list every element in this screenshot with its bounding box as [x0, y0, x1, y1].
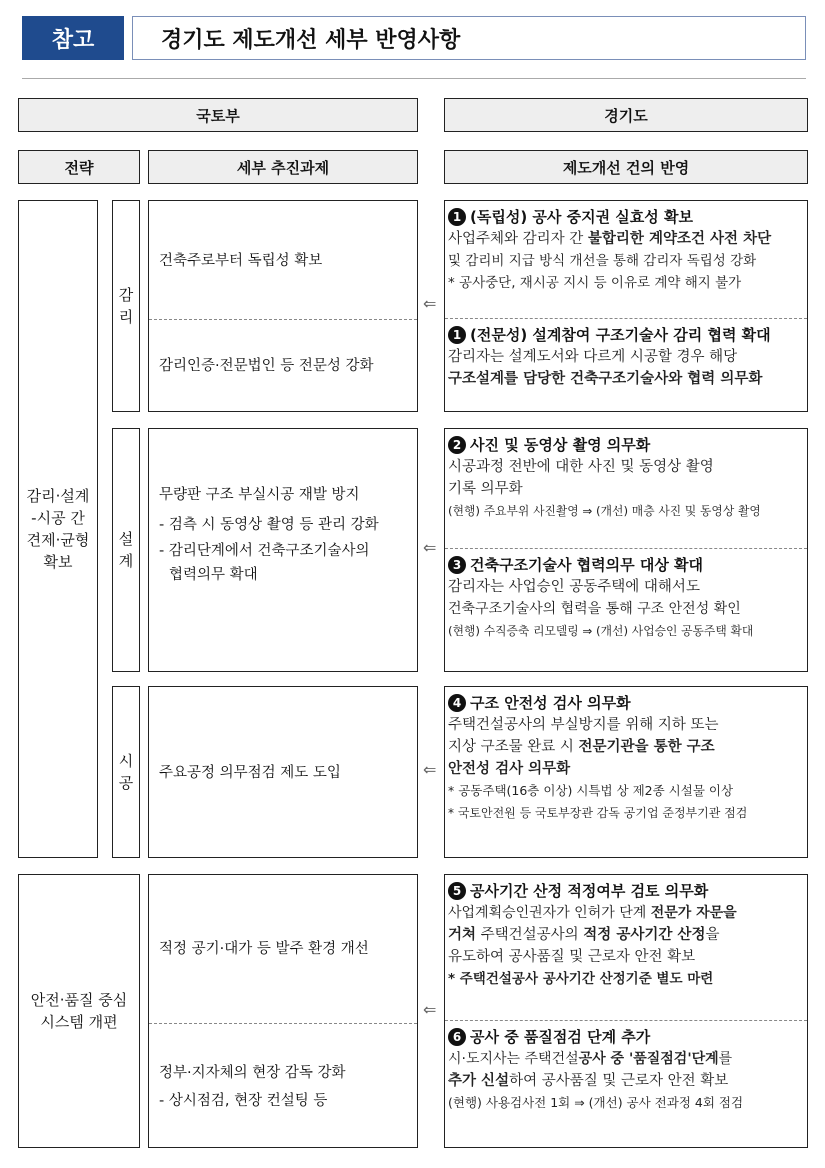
phase-char: 설 — [118, 530, 134, 548]
task-line: 협력의무 확대 — [169, 567, 258, 583]
phase-seolgye — [112, 428, 140, 672]
phase-gamri — [112, 200, 140, 412]
item-note: * 국토안전원 등 국토부장관 감독 공기업 준정부기관 점검 — [448, 806, 748, 820]
item-emphasis: 적정 공사기간 산정 — [583, 927, 706, 943]
arrow-left-icon: ⇐ — [423, 760, 437, 779]
strategy-1-line: 확보 — [43, 553, 73, 571]
task-line: - 상시점검, 현장 컨설팅 등 — [159, 1093, 328, 1109]
arrow-left-icon: ⇐ — [423, 294, 437, 313]
item-note: (현행) 주요부위 사진촬영 ⇒ (개선) 매층 사진 및 동영상 촬영 — [448, 504, 761, 518]
phase-char: 감 — [118, 286, 134, 304]
divider — [22, 78, 806, 79]
item-text: 유도하여 공사품질 및 근로자 안전 확보 — [448, 949, 696, 965]
tasks-sigong — [148, 686, 418, 858]
item-note: (현행) 사용검사전 1회 ⇒ (개선) 공사 전과정 4회 점검 — [448, 1095, 744, 1110]
gyeonggi-header-label: 경기도 — [604, 106, 648, 125]
item-title: (전문성) 설계참여 구조기술사 감리 협력 확대 — [470, 326, 771, 344]
dashed-divider — [445, 318, 807, 319]
item-text: 시공과정 전반에 대한 사진 및 동영상 촬영 — [448, 459, 714, 475]
item-note: * 공사중단, 재시공 지시 등 이유로 계약 해지 불가 — [448, 275, 742, 291]
item-structural-engineer — [444, 554, 808, 642]
item-note: (현행) 수직증축 리모델링 ⇒ (개선) 사업승인 공동주택 확대 — [448, 624, 754, 638]
ministry-header-label: 국토부 — [196, 106, 240, 125]
arrow-left-icon: ⇐ — [423, 1000, 437, 1019]
item-text: 감리자는 사업승인 공동주택에 대해서도 — [448, 579, 700, 595]
item-text: 사업계획승인권자가 인허가 단계 — [448, 905, 651, 921]
item-title: 공사 중 품질점검 단계 추가 — [470, 1028, 651, 1046]
tasks-header — [148, 150, 418, 184]
phase-char: 공 — [118, 774, 134, 792]
strategy-2-line: 안전·품질 중심 — [30, 991, 128, 1009]
item-emphasis: 구조설계를 담당한 건축구조기술사와 협력 의무화 — [448, 371, 763, 387]
page-title-text: 경기도 제도개선 세부 반영사항 — [161, 27, 461, 53]
dashed-divider — [445, 548, 807, 549]
item-text: 하여 공사품질 및 근로자 안전 확보 — [509, 1073, 729, 1089]
task-procurement: 적정 공기·대가 등 발주 환경 개선 — [159, 941, 369, 957]
item-title: 사진 및 동영상 촬영 의무화 — [470, 436, 651, 454]
phase-char: 리 — [118, 308, 134, 326]
number-badge-icon: 3 — [448, 556, 466, 574]
item-emphasis: 전문가 자문을 — [650, 905, 737, 921]
ministry-header — [18, 98, 418, 132]
number-badge-icon: 1 — [448, 208, 466, 226]
task-independence: 건축주로부터 독립성 확보 — [159, 253, 323, 269]
task-line: - 감리단계에서 건축구조기술사의 — [159, 543, 370, 559]
item-quality-check — [444, 1026, 808, 1114]
strategy-header — [18, 150, 140, 184]
item-note: * 주택건설공사 공사기간 산정기준 별도 마련 — [448, 971, 714, 987]
reflection-header-label: 제도개선 건의 반영 — [562, 158, 690, 177]
item-text: 건축구조기술사의 협력을 통해 구조 안전성 확인 — [448, 601, 741, 617]
strategy-2-line: 시스템 개편 — [40, 1013, 118, 1031]
item-independence — [444, 206, 808, 294]
gyeonggi-header — [444, 98, 808, 132]
item-note: * 공동주택(16층 이상) 시특법 상 제2종 시설물 이상 — [448, 783, 734, 798]
reference-badge: 참고 — [22, 16, 124, 60]
item-expertise — [444, 324, 808, 390]
item-title: 구조 안전성 검사 의무화 — [470, 694, 631, 712]
task-inspection: 주요공정 의무점검 제도 도입 — [159, 765, 341, 781]
item-text: 지상 구조물 완료 시 — [448, 739, 579, 755]
item-emphasis: 안전성 검사 의무화 — [448, 761, 571, 777]
tasks-safety — [148, 874, 418, 1148]
number-badge-icon: 2 — [448, 436, 466, 454]
item-emphasis: 공사 중 '품질점검'단계 — [578, 1051, 719, 1067]
dashed-divider — [149, 1023, 417, 1024]
strategy-1-line: 견제·균형 — [26, 531, 90, 549]
item-emphasis: 전문기관을 통한 구조 — [578, 739, 715, 755]
phase-char: 계 — [118, 552, 134, 570]
item-photo-video — [444, 434, 808, 522]
tasks-seolgye — [148, 428, 418, 672]
item-emphasis: 추가 신설 — [448, 1073, 510, 1089]
item-structural-safety — [444, 692, 808, 824]
item-text: 를 — [718, 1051, 733, 1067]
item-title: (독립성) 공사 중지권 실효성 확보 — [470, 208, 693, 226]
number-badge-icon: 1 — [448, 326, 466, 344]
item-text: 사업주체와 감리자 간 — [448, 231, 588, 247]
dashed-divider — [149, 319, 417, 320]
phase-char: 시 — [118, 752, 134, 770]
phase-sigong — [112, 686, 140, 858]
item-emphasis: 불합리한 계약조건 사전 차단 — [587, 231, 772, 247]
strategy-header-label: 전략 — [64, 158, 94, 177]
item-text: 시·도지사는 주택건설 — [448, 1051, 579, 1067]
number-badge-icon: 5 — [448, 882, 466, 900]
item-text: 기록 의무화 — [448, 481, 523, 497]
dashed-divider — [445, 1020, 807, 1021]
reflection-header — [444, 150, 808, 184]
tasks-header-label: 세부 추진과제 — [236, 158, 330, 177]
task-expertise: 감리인증·전문법인 등 전문성 강화 — [159, 358, 374, 374]
item-text: 주택건설공사의 — [476, 927, 584, 943]
number-badge-icon: 6 — [448, 1028, 466, 1046]
number-badge-icon: 4 — [448, 694, 466, 712]
strategy-cell-2 — [18, 874, 140, 1148]
item-title: 공사기간 산정 적정여부 검토 의무화 — [470, 882, 709, 900]
item-emphasis: 거쳐 — [448, 927, 477, 943]
item-text: 주택건설공사의 부실방지를 위해 지하 또는 — [448, 717, 719, 733]
arrow-left-icon: ⇐ — [423, 538, 437, 557]
strategy-1-line: 감리·설계 — [26, 487, 90, 505]
item-construction-period — [444, 880, 808, 990]
tasks-gamri — [148, 200, 418, 412]
task-line: - 검측 시 동영상 촬영 등 관리 강화 — [159, 517, 379, 533]
strategy-1-line: -시공 간 — [31, 509, 85, 527]
strategy-cell-1 — [18, 200, 98, 858]
item-text: 을 — [705, 927, 720, 943]
item-text: 감리자는 설계도서와 다르게 시공할 경우 해당 — [448, 349, 738, 365]
task-line: 정부·지자체의 현장 감독 강화 — [159, 1065, 346, 1081]
page-title — [132, 16, 806, 60]
item-text: 및 감리비 지급 방식 개선을 통해 감리자 독립성 강화 — [448, 253, 757, 269]
task-line: 무량판 구조 부실시공 재발 방지 — [159, 487, 360, 503]
item-title: 건축구조기술사 협력의무 대상 확대 — [470, 556, 704, 574]
